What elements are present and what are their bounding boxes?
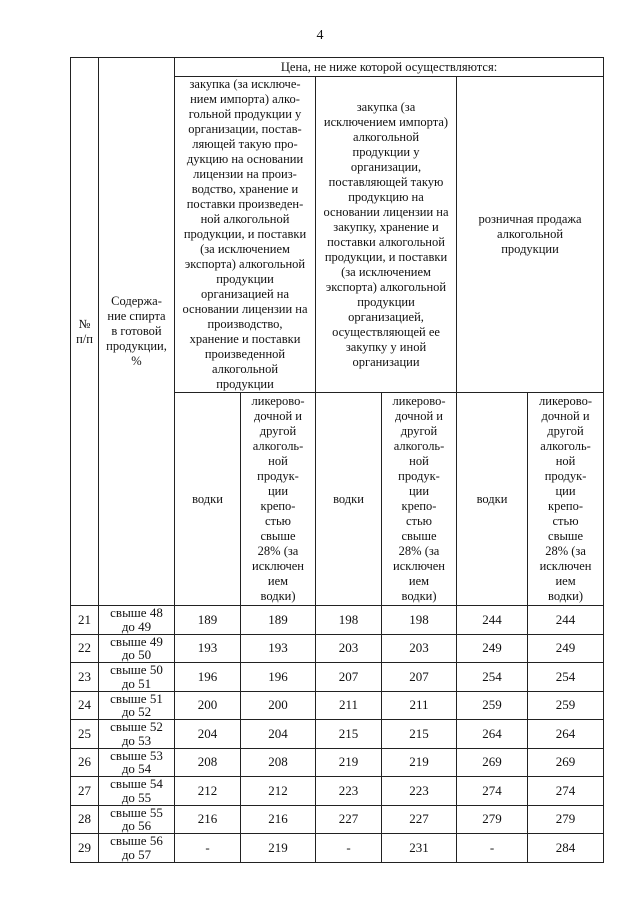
- price-producer-vodka: 208: [175, 748, 241, 777]
- row-number: 26: [71, 748, 99, 777]
- price-wholesale-liqueur: 211: [382, 691, 457, 720]
- row-content: свыше 54 до 55: [99, 777, 175, 806]
- table-row: [71, 634, 604, 663]
- row-content: свыше 53 до 54: [99, 748, 175, 777]
- price-wholesale-vodka: -: [316, 834, 382, 863]
- subheader-vodka: водки: [457, 393, 528, 606]
- row-content: свыше 56 до 57: [99, 834, 175, 863]
- price-retail-liqueur: 274: [528, 777, 604, 806]
- price-wholesale-vodka: 215: [316, 720, 382, 749]
- header-price: Цена, не ниже которой осуществляются:: [175, 58, 604, 77]
- page-number: 4: [316, 28, 324, 43]
- subheader-vodka: водки: [175, 393, 241, 606]
- price-retail-vodka: 259: [457, 691, 528, 720]
- price-retail-liqueur: 244: [528, 606, 604, 635]
- price-wholesale-liqueur: 203: [382, 634, 457, 663]
- price-table: [70, 57, 604, 863]
- price-wholesale-vodka: 227: [316, 805, 382, 834]
- price-producer-vodka: 193: [175, 634, 241, 663]
- price-producer-liqueur: 212: [241, 777, 316, 806]
- price-retail-liqueur: 269: [528, 748, 604, 777]
- price-producer-liqueur: 204: [241, 720, 316, 749]
- row-content: свыше 51 до 52: [99, 691, 175, 720]
- price-wholesale-liqueur: 219: [382, 748, 457, 777]
- price-retail-liqueur: 249: [528, 634, 604, 663]
- row-number: 22: [71, 634, 99, 663]
- row-number: 24: [71, 691, 99, 720]
- price-producer-vodka: 189: [175, 606, 241, 635]
- price-producer-vodka: 216: [175, 805, 241, 834]
- table-row: [71, 606, 604, 635]
- row-number: 28: [71, 805, 99, 834]
- price-producer-vodka: -: [175, 834, 241, 863]
- table-row: [71, 777, 604, 806]
- price-wholesale-liqueur: 227: [382, 805, 457, 834]
- price-producer-liqueur: 219: [241, 834, 316, 863]
- price-retail-vodka: 244: [457, 606, 528, 635]
- table-row: [71, 663, 604, 692]
- price-producer-vodka: 204: [175, 720, 241, 749]
- price-producer-vodka: 200: [175, 691, 241, 720]
- header-group-retail: розничная продажа алкогольной продукции: [457, 77, 604, 393]
- header-group-wholesale: закупка (за исключением импорта) алкогольной продукции у организации, поставляющей такую продукцию на основании лицензии на закупку, хранение и поставки алкогольной продукции, и поставки (за исключением экспорта) алкогольной продукции организацией, осуществляющей ее закупку у иной организации: [316, 77, 457, 393]
- price-retail-vodka: -: [457, 834, 528, 863]
- subheader-vodka: водки: [316, 393, 382, 606]
- table-row: [71, 720, 604, 749]
- subheader-liqueur: ликерово- дочной и другой алкоголь- ной продук- ции крепо- стью свыше 28% (за исключен ием водки): [382, 393, 457, 606]
- price-producer-liqueur: 200: [241, 691, 316, 720]
- price-retail-vodka: 264: [457, 720, 528, 749]
- price-wholesale-liqueur: 215: [382, 720, 457, 749]
- price-retail-vodka: 274: [457, 777, 528, 806]
- price-wholesale-vodka: 219: [316, 748, 382, 777]
- row-content: свыше 55 до 56: [99, 805, 175, 834]
- price-producer-liqueur: 189: [241, 606, 316, 635]
- price-retail-vodka: 269: [457, 748, 528, 777]
- subheader-liqueur: ликерово- дочной и другой алкоголь- ной продук- ции крепо- стью свыше 28% (за исключен ием водки): [528, 393, 604, 606]
- row-number: 21: [71, 606, 99, 635]
- price-producer-liqueur: 216: [241, 805, 316, 834]
- price-wholesale-vodka: 207: [316, 663, 382, 692]
- header-content: Содержа- ние спирта в готовой продукции, %: [99, 58, 175, 606]
- price-wholesale-liqueur: 231: [382, 834, 457, 863]
- price-producer-vodka: 196: [175, 663, 241, 692]
- price-retail-liqueur: 279: [528, 805, 604, 834]
- row-content: свыше 48 до 49: [99, 606, 175, 635]
- price-retail-liqueur: 284: [528, 834, 604, 863]
- price-retail-vodka: 254: [457, 663, 528, 692]
- row-content: свыше 50 до 51: [99, 663, 175, 692]
- row-number: 27: [71, 777, 99, 806]
- table-row: [71, 834, 604, 863]
- price-producer-liqueur: 193: [241, 634, 316, 663]
- price-retail-vodka: 249: [457, 634, 528, 663]
- row-number: 25: [71, 720, 99, 749]
- price-wholesale-vodka: 198: [316, 606, 382, 635]
- price-retail-liqueur: 264: [528, 720, 604, 749]
- row-content: свыше 52 до 53: [99, 720, 175, 749]
- price-producer-liqueur: 208: [241, 748, 316, 777]
- row-number: 29: [71, 834, 99, 863]
- header-num: № п/п: [71, 58, 99, 606]
- price-wholesale-vodka: 223: [316, 777, 382, 806]
- price-wholesale-liqueur: 198: [382, 606, 457, 635]
- table-row: [71, 691, 604, 720]
- price-wholesale-vodka: 211: [316, 691, 382, 720]
- header-group-producer: закупка (за исключе- нием импорта) алко- гольной продукции у организации, постав- ляющей такую про- дукцию на основании лицензии на произ- водство, хранение и поставки произведен- ной алкогольной продукции, и поставки (за исключением экспорта) алкогольной продукции организацией на основании лицензии на производство, хранение и поставки произведенной алкогольной продукции: [175, 77, 316, 393]
- price-retail-liqueur: 254: [528, 663, 604, 692]
- subheader-liqueur: ликерово- дочной и другой алкоголь- ной продук- ции крепо- стью свыше 28% (за исключен ием водки): [241, 393, 316, 606]
- row-number: 23: [71, 663, 99, 692]
- price-retail-liqueur: 259: [528, 691, 604, 720]
- row-content: свыше 49 до 50: [99, 634, 175, 663]
- table-row: [71, 805, 604, 834]
- price-producer-liqueur: 196: [241, 663, 316, 692]
- price-wholesale-liqueur: 207: [382, 663, 457, 692]
- price-wholesale-liqueur: 223: [382, 777, 457, 806]
- price-wholesale-vodka: 203: [316, 634, 382, 663]
- price-retail-vodka: 279: [457, 805, 528, 834]
- table-row: [71, 748, 604, 777]
- price-producer-vodka: 212: [175, 777, 241, 806]
